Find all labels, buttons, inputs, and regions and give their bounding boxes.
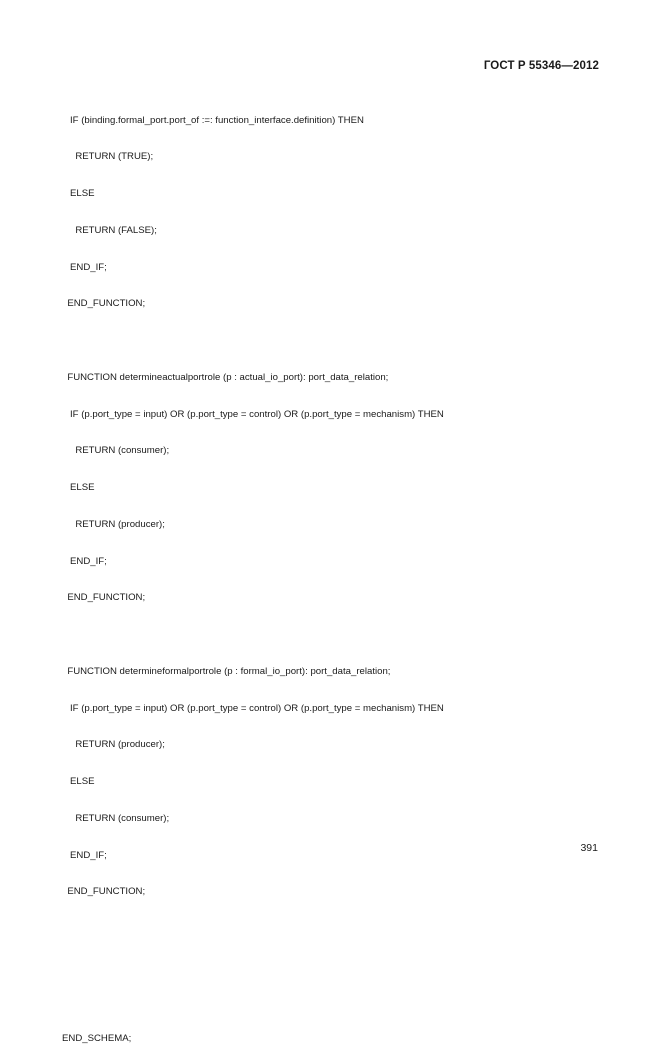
code-line: END_FUNCTION; <box>62 298 146 310</box>
code-line: RETURN (FALSE); <box>62 224 157 236</box>
code-line <box>62 997 444 1009</box>
page-number: 391 <box>580 842 598 854</box>
code-line <box>62 629 444 641</box>
code-line <box>62 923 444 935</box>
code-line: IF (p.port_type = input) OR (p.port_type = control) OR (p.port_type = mechanism) THEN <box>62 702 444 714</box>
code-line <box>62 960 444 972</box>
code-line: ELSE <box>62 482 95 493</box>
code-line: RETURN (TRUE); <box>62 151 154 163</box>
code-line: RETURN (consumer); <box>62 812 170 824</box>
code-line: ELSE <box>62 776 95 787</box>
code-line: END_IF; <box>62 555 107 567</box>
code-line <box>62 335 444 347</box>
standard-designation: ГОСТ Р 55346—2012 <box>483 60 599 72</box>
code-line: END_SCHEMA; <box>62 1033 132 1045</box>
code-line: IF (binding.formal_port.port_of :=: function_interface.definition) THEN <box>62 114 364 126</box>
code-line: RETURN (producer); <box>62 739 165 751</box>
code-line: IF (p.port_type = input) OR (p.port_type = control) OR (p.port_type = mechanism) THEN <box>62 408 444 420</box>
code-line: FUNCTION determineformalportrole (p : formal_io_port): port_data_relation; <box>62 665 391 677</box>
code-line: END_IF; <box>62 849 107 861</box>
code-line: END_FUNCTION; <box>62 886 146 898</box>
code-line: RETURN (producer); <box>62 518 165 530</box>
express-code-block <box>62 90 444 1058</box>
code-line: FUNCTION determineactualportrole (p : actual_io_port): port_data_relation; <box>62 371 389 383</box>
code-line: END_IF; <box>62 261 107 273</box>
code-line: END_FUNCTION; <box>62 592 146 604</box>
code-line: RETURN (consumer); <box>62 445 170 457</box>
code-line: ELSE <box>62 188 95 199</box>
